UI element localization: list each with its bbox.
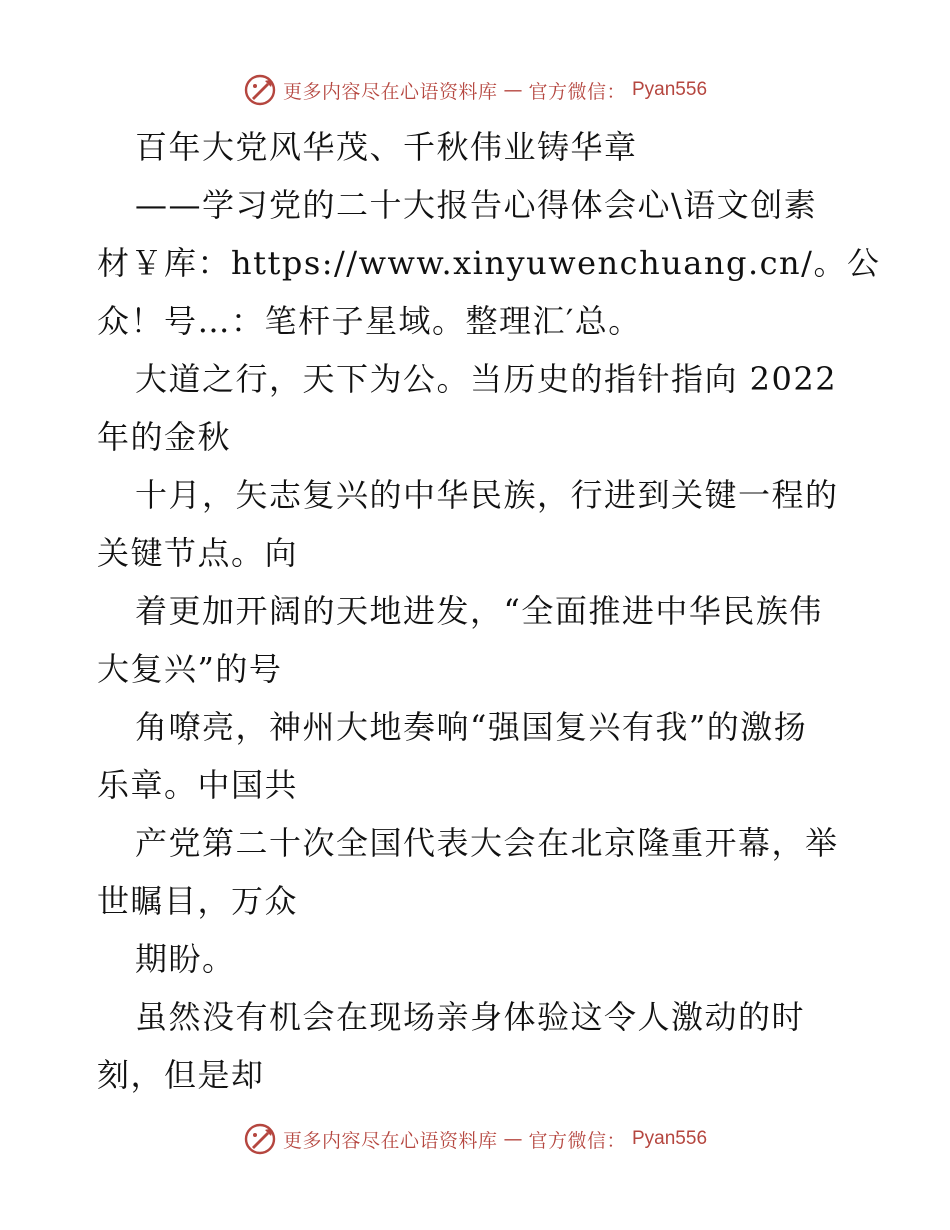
text-line: 大道之行，天下为公。当历史的指针指向 2022: [135, 360, 838, 398]
text-line: 期盼。: [135, 940, 236, 978]
watermark-label: 官方微信：: [528, 80, 626, 103]
watermark-label: 官方微信：: [528, 1129, 626, 1152]
text-line: ——学习党的二十大报告心得体会心\语文创素: [135, 186, 818, 224]
document-body: [97, 118, 881, 1104]
quill-logo-icon: [243, 1122, 277, 1156]
text-line: 角嘹亮，神州大地奏响“强国复兴有我”的激扬: [135, 708, 808, 746]
watermark-wechat-id: Pyan556: [632, 1128, 708, 1149]
header-watermark: [0, 70, 950, 110]
text-line: 百年大党风华茂、千秋伟业铸华章: [135, 128, 638, 166]
footer-watermark: [0, 1119, 950, 1159]
watermark-separator: —: [503, 79, 523, 101]
text-line: 关键节点。向: [97, 534, 299, 572]
text-line: 大复兴”的号: [97, 650, 283, 688]
text-line: 乐章。中国共: [97, 766, 299, 804]
text-line: 着更加开阔的天地进发，“全面推进中华民族伟: [135, 592, 823, 630]
text-line: 虽然没有机会在现场亲身体验这令人激动的时: [135, 998, 806, 1036]
quill-logo-icon: [243, 73, 277, 107]
text-line: 产党第二十次全国代表大会在北京隆重开幕，举: [135, 824, 839, 862]
watermark-text: 更多内容尽在心语资料库: [282, 80, 498, 103]
watermark-separator: —: [503, 1128, 523, 1150]
text-line: 十月，矢志复兴的中华民族，行进到关键一程的: [135, 476, 839, 514]
watermark-wechat-id: Pyan556: [632, 79, 708, 100]
text-line: 刻，但是却: [97, 1056, 265, 1094]
text-line: 材￥库：https://www.xinyuwenchuang.cn/。公: [97, 244, 881, 282]
text-line: 年的金秋: [97, 418, 232, 456]
text-line: 世瞩目，万众: [97, 882, 299, 920]
watermark-text: 更多内容尽在心语资料库: [282, 1129, 498, 1152]
text-line: 众！号…：笔杆子星域。整理汇′总。: [97, 302, 642, 340]
